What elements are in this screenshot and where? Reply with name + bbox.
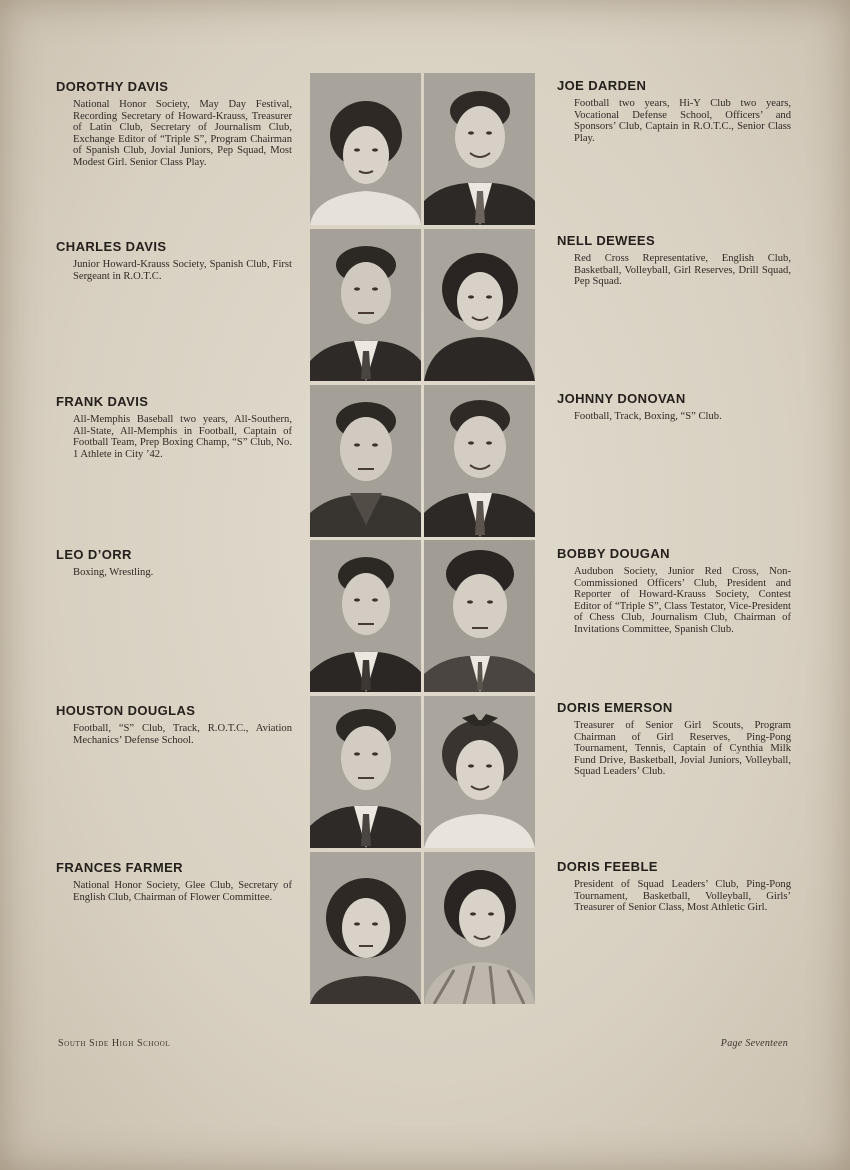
portrait-johnny-donovan [424, 385, 535, 537]
student-activities: Football, “S” Club, Track, R.O.T.C., Aviation Mechanics’ Defense School. [73, 723, 292, 746]
portrait-joe-darden [424, 73, 535, 225]
entry-houston-douglas [56, 703, 292, 746]
portrait-bobby-dougan [424, 540, 535, 692]
student-activities: Red Cross Representative, English Club, Basketball, Volleyball, Girl Reserves, Drill Squad, Pep Squad. [574, 253, 791, 288]
portrait-doris-emerson [424, 696, 535, 848]
portrait-dorothy-davis [310, 73, 421, 225]
entry-joe-darden [557, 78, 791, 144]
student-activities: All-Memphis Baseball two years, All-Southern, All-State, All-Memphis in Football, Captain of Football Team, Prep Boxing Champ, “S” Club, No. 1 Athlete in City ’42. [73, 414, 292, 460]
student-activities: Boxing, Wrestling. [73, 567, 154, 578]
student-activities: Junior Howard-Krauss Society, Spanish Club, First Sergeant in R.O.T.C. [73, 259, 292, 282]
student-activities: National Honor Society, May Day Festival, Recording Secretary of Howard-Krauss, Treasurer of Latin Club, Secretary of Journalism Club, Exchange Editor of “Triple S”, Program Chairman of Spanish Club, Jovial Juniors, Pep Squad, Most Modest Girl. Senior Class Play. [73, 99, 292, 168]
student-name: DORIS EMERSON [557, 700, 673, 715]
portrait-charles-davis [310, 229, 421, 381]
entry-dorothy-davis [56, 79, 292, 169]
entry-doris-feeble [557, 859, 791, 914]
student-activities: Treasurer of Senior Girl Scouts, Program Chairman of Girl Reserves, Ping-Pong Tournament, Tennis, Captain of Cynthia Milk Fund Drive, Basketball, Jovial Juniors, Volleyball, Squad Leaders’ Club. [574, 720, 791, 778]
student-name: NELL DEWEES [557, 233, 656, 248]
entry-bobby-dougan [557, 546, 791, 636]
student-name: JOE DARDEN [557, 78, 647, 93]
portrait-doris-feeble [424, 852, 535, 1004]
footer-page-number: Page Seventeen [720, 1038, 788, 1049]
student-name: LEO D’ORR [56, 547, 132, 562]
footer-school-name: South Side High School [58, 1038, 171, 1049]
student-activities: National Honor Society, Glee Club, Secretary of English Club, Chairman of Flower Committee. [73, 880, 292, 903]
entry-nell-dewees [557, 233, 791, 288]
portrait-leo-dorr [310, 540, 421, 692]
entry-johnny-donovan [557, 391, 791, 423]
student-name: JOHNNY DONOVAN [557, 391, 686, 406]
student-activities: President of Squad Leaders’ Club, Ping-Pong Tournament, Basketball, Volleyball, Girls’ Treasurer of Senior Class, Most Athletic Girl. [574, 879, 791, 914]
entry-doris-emerson [557, 700, 791, 778]
portrait-frances-farmer [310, 852, 421, 1004]
portrait-nell-dewees [424, 229, 535, 381]
student-name: CHARLES DAVIS [56, 239, 167, 254]
student-name: FRANK DAVIS [56, 394, 149, 409]
student-name: DOROTHY DAVIS [56, 79, 169, 94]
student-name: DORIS FEEBLE [557, 859, 658, 874]
entry-leo-dorr [56, 547, 292, 579]
entry-frances-farmer [56, 860, 292, 903]
student-name: HOUSTON DOUGLAS [56, 703, 196, 718]
student-activities: Audubon Society, Junior Red Cross, Non-Commissioned Officers’ Club, President and Reporter of Howard-Krauss Society, Contest Editor of “Triple S”, Class Testator, Vice-President of Chess Club, Journalism Club, Chairman of Invitations Committee, Spanish Club. [574, 566, 791, 635]
portrait-houston-douglas [310, 696, 421, 848]
student-name: BOBBY DOUGAN [557, 546, 670, 561]
student-activities: Football two years, Hi-Y Club two years, Vocational Defense School, Officers’ and Sponsors’ Club, Captain in R.O.T.C., Senior Class Play. [574, 98, 791, 144]
entry-frank-davis [56, 394, 292, 460]
portrait-frank-davis [310, 385, 421, 537]
entry-charles-davis [56, 239, 292, 282]
student-name: FRANCES FARMER [56, 860, 183, 875]
student-activities: Football, Track, Boxing, “S” Club. [574, 411, 722, 422]
